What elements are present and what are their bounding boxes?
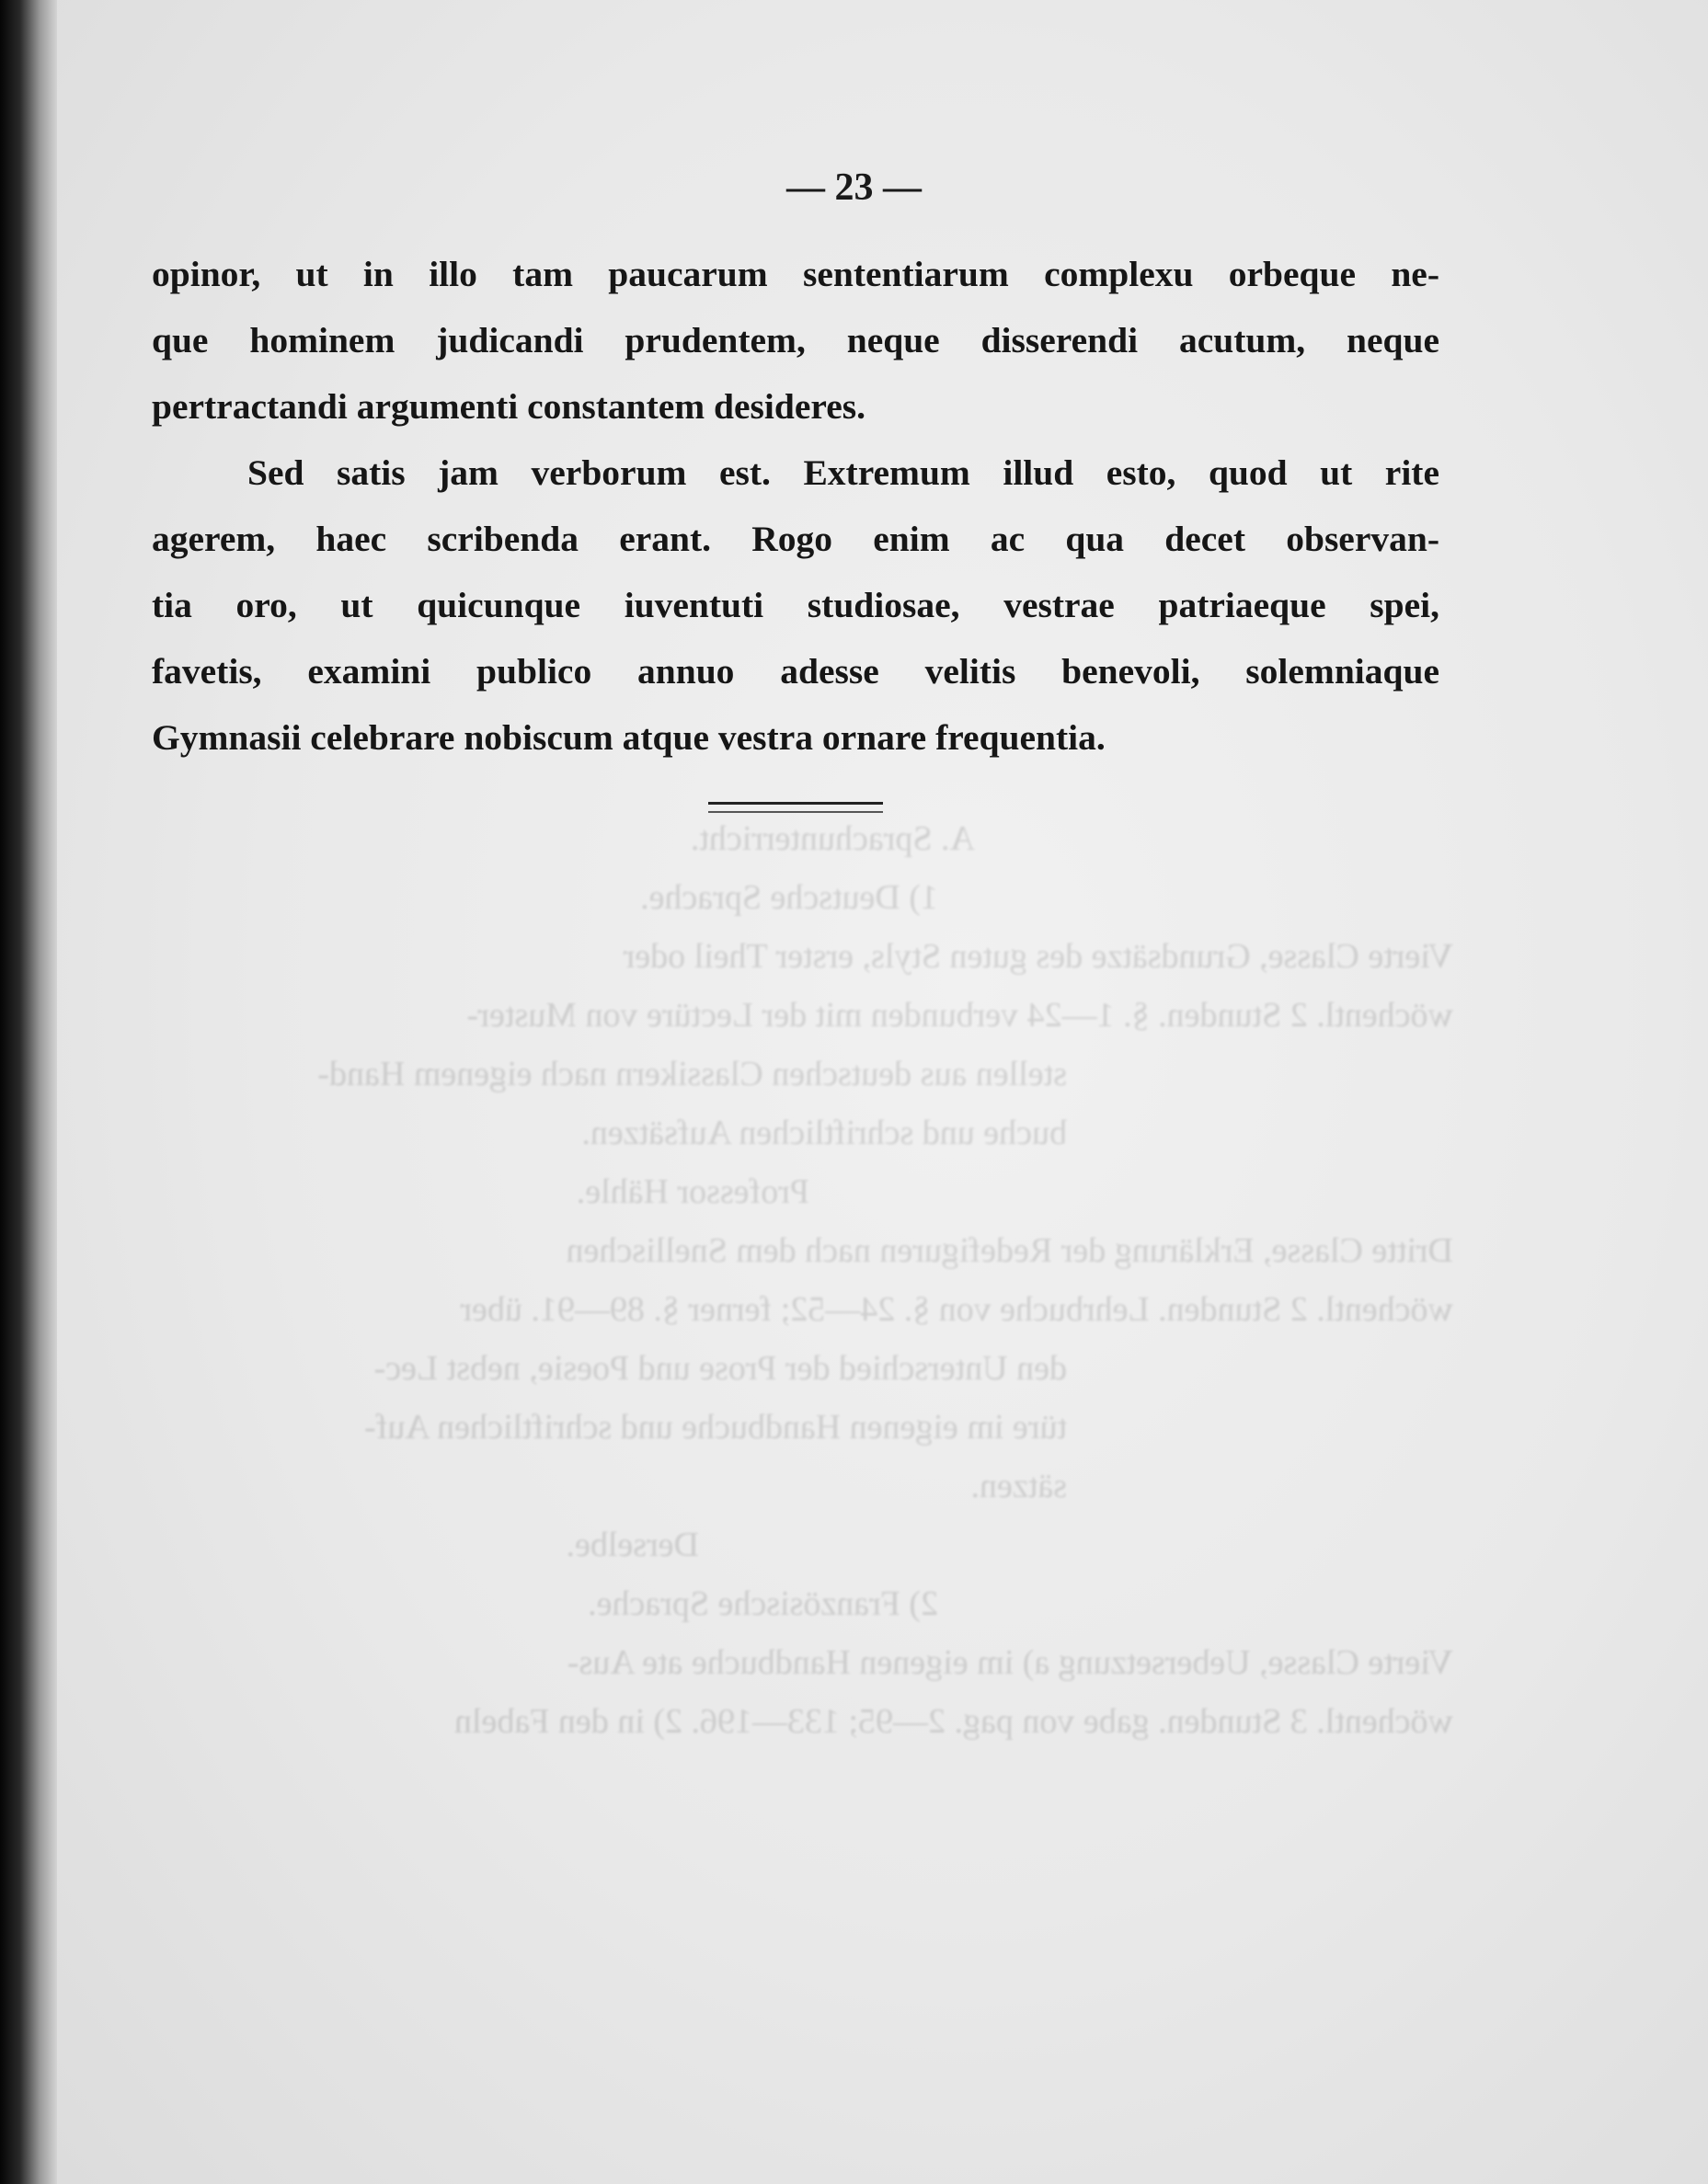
show-through-line: wöchentl. 2 Stunden. §. 1—24 verbunden mit der Lectüre von Muster- (466, 996, 1453, 1035)
show-through-line: 2) Französische Sprache. (588, 1584, 938, 1623)
show-through-line: 1) Deutsche Sprache. (640, 878, 938, 917)
show-through-line: stellen aus deutschen Classikern nach eigenem Hand- (317, 1055, 1067, 1093)
page-number: — 23 — (786, 166, 922, 209)
show-through-line: wöchentl. 2 Stunden. Lehrbuche von §. 24—52; ferner §. 89—91. über (460, 1290, 1453, 1329)
text-line: tia oro, ut quicunque iuventuti studiosae, vestrae patriaeque spei, (152, 585, 1439, 625)
show-through-line: Professor Hähle. (576, 1172, 809, 1211)
paragraph-1 (152, 241, 1439, 440)
show-through-line: Dritte Classe, Erklärung der Redefiguren nach dem Snellischen (566, 1231, 1453, 1270)
show-through-line: Vierte Classe, Grundsätze des guten Styls, erster Theil oder (623, 937, 1453, 976)
section-divider-rule (708, 802, 883, 813)
paragraph-2 (152, 440, 1439, 771)
text-line: agerem, haec scribenda erant. Rogo enim ac qua decet observan- (152, 519, 1439, 559)
show-through-line: wöchentl. 3 Stunden. gabe von pag. 2—95; 133—196. 2) in den Fabeln (453, 1702, 1453, 1741)
show-through-line: sätzen. (970, 1467, 1067, 1505)
show-through-line: Derselbe. (566, 1526, 699, 1564)
text-line: que hominem judicandi prudentem, neque disserendi acutum, neque (152, 320, 1439, 360)
show-through-line: türe im eigenen Handbuche und schriftlichen Auf- (364, 1408, 1067, 1446)
text-line: pertractandi argumenti constantem desideres. (152, 386, 865, 427)
show-through-text (147, 809, 1453, 1751)
text-line: favetis, examini publico annuo adesse velitis benevoli, solemniaque (152, 651, 1439, 692)
show-through-line: den Unterschied der Prose und Poesie, nebst Lec- (373, 1349, 1067, 1388)
book-spine-shadow (0, 0, 57, 2184)
text-line: Sed satis jam verborum est. Extremum illud esto, quod ut rite (247, 452, 1439, 493)
text-line: opinor, ut in illo tam paucarum sententiarum complexu orbeque ne- (152, 254, 1439, 294)
show-through-line: Vierte Classe, Uebersetzung a) im eigenen Handbuche ate Aus- (567, 1643, 1453, 1682)
show-through-line: buche und schriftlichen Aufsätzen. (581, 1114, 1067, 1152)
show-through-line: A. Sprachunterricht. (690, 819, 975, 858)
text-line: Gymnasii celebrare nobiscum atque vestra ornare frequentia. (152, 717, 1106, 758)
